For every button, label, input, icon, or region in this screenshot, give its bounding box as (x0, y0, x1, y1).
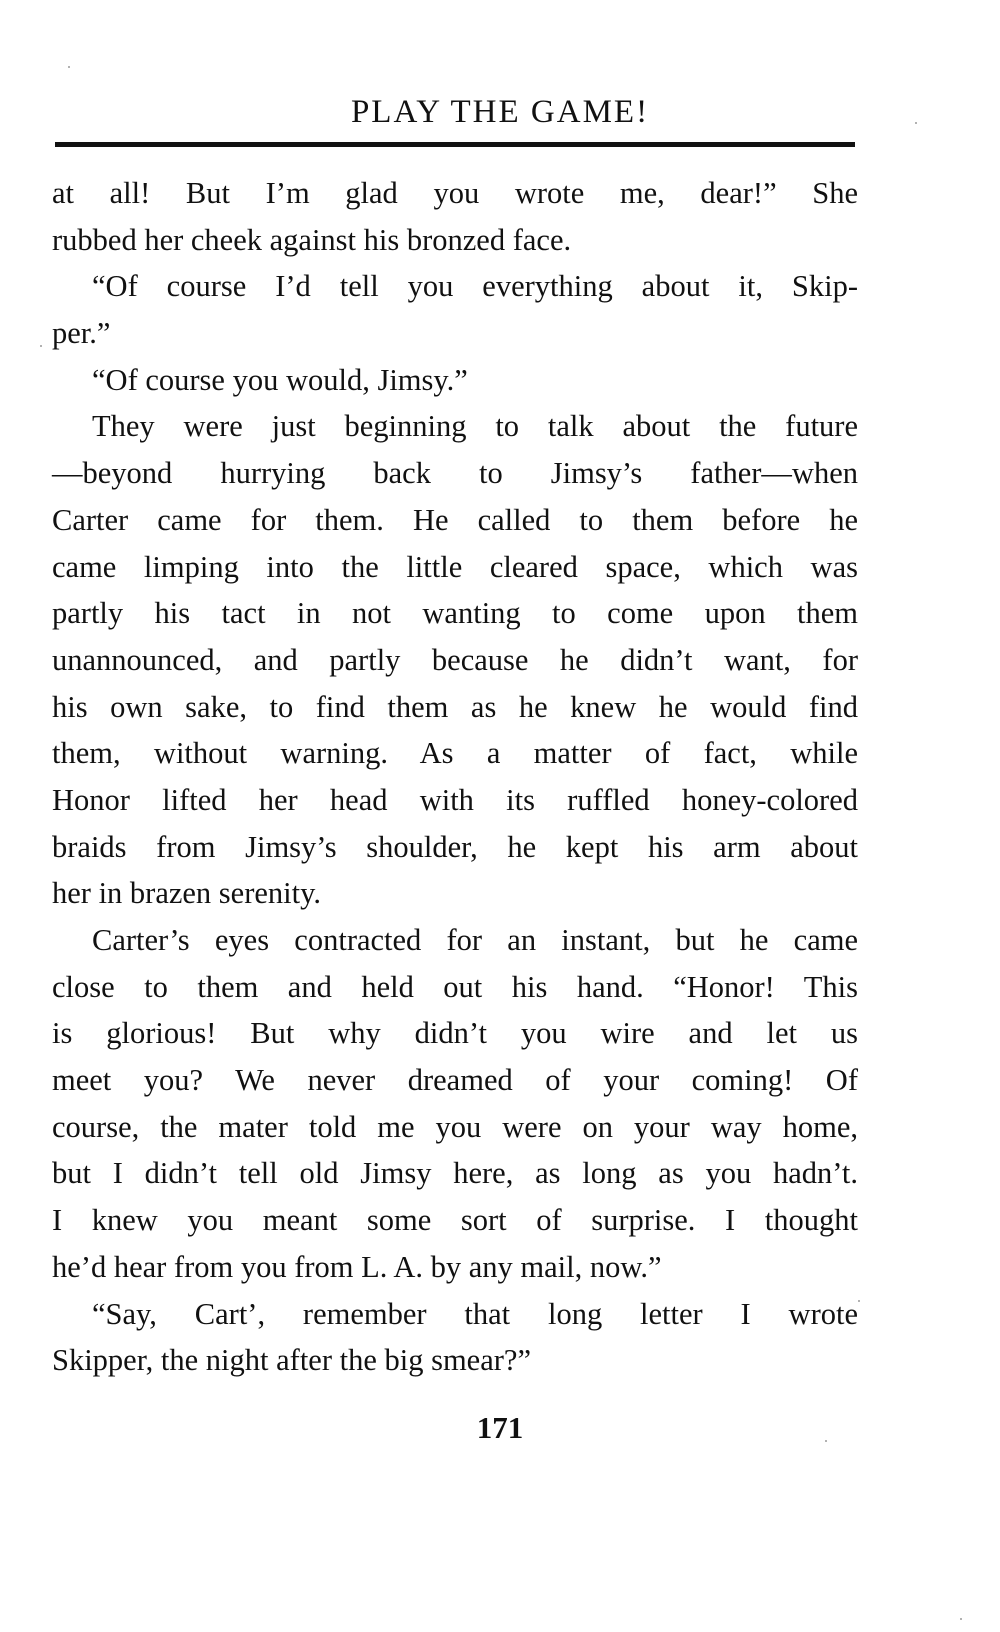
text-line: —beyond hurrying back to Jimsy’s father—when (52, 456, 858, 491)
text-line: They were just beginning to talk about the future (92, 409, 858, 444)
scan-speck (40, 345, 42, 347)
text-line: “Of course I’d tell you everything about it, Skip- (92, 269, 858, 304)
scan-speck (960, 1618, 962, 1620)
text-line: rubbed her cheek against his bronzed face. (52, 222, 572, 257)
scan-speck (825, 1440, 827, 1442)
text-line: Carter came for them. He called to them before he (52, 502, 858, 537)
text-line: Carter’s eyes contracted for an instant, but he came (92, 923, 858, 957)
text-line: partly his tact in not wanting to come upon them (52, 596, 858, 631)
text-line: meet you? We never dreamed of your coming! Of (52, 1063, 858, 1098)
text-line: Skipper, the night after the big smear?” (52, 1343, 531, 1378)
text-line: at all! But I’m glad you wrote me, dear!” She (52, 176, 858, 210)
text-line: but I didn’t tell old Jimsy here, as long as you hadn’t. (52, 1156, 858, 1191)
text-line: course, the mater told me you were on your way home, (52, 1109, 858, 1144)
text-line: braids from Jimsy’s shoulder, he kept his arm about (52, 829, 858, 864)
scan-speck (68, 66, 70, 68)
scan-speck (858, 1300, 860, 1302)
text-line: them, without warning. As a matter of fact, while (52, 736, 858, 771)
header-rule (55, 142, 855, 147)
text-line: “Of course you would, Jimsy.” (92, 362, 468, 397)
text-line: per.” (52, 316, 111, 351)
text-line: is glorious! But why didn’t you wire and let us (52, 1016, 858, 1051)
text-line: he’d hear from you from L. A. by any mail, now.” (52, 1249, 662, 1284)
text-line: his own sake, to find them as he knew he would find (52, 689, 858, 724)
text-line: close to them and held out his hand. “Honor! This (52, 969, 858, 1004)
text-line: I knew you meant some sort of surprise. I thought (52, 1203, 858, 1238)
text-line: “Say, Cart’, remember that long letter I wrote (92, 1296, 858, 1331)
scan-speck (915, 122, 917, 124)
text-line: unannounced, and partly because he didn’t want, for (52, 642, 858, 677)
text-line: her in brazen serenity. (52, 876, 322, 911)
running-head-title: PLAY THE GAME! (350, 94, 650, 130)
text-line: came limping into the little cleared space, which was (52, 549, 858, 584)
text-line: Honor lifted her head with its ruffled honey-colored (52, 782, 858, 817)
page-number: 171 (476, 1410, 524, 1445)
body-text (52, 170, 858, 1384)
